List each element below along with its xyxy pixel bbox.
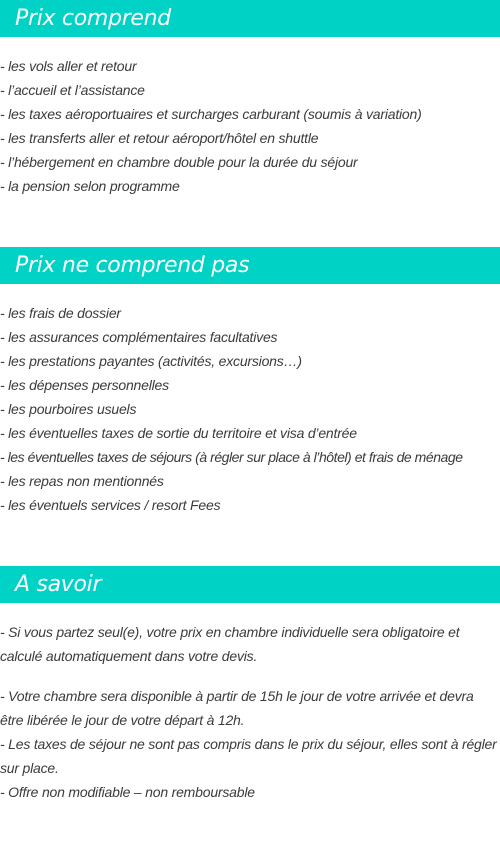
list-item: - les repas non mentionnés: [0, 473, 164, 489]
list-item: - les éventuelles taxes de séjours (à régler sur place à l’hôtel) et frais de ménage: [0, 449, 463, 465]
section-header-a-savoir: [0, 566, 500, 603]
list-item: - les taxes aéroportuaires et surcharges carburant (soumis à variation): [0, 106, 422, 122]
excluded-list: [0, 301, 500, 517]
section-header-prix-comprend: [0, 0, 500, 37]
list-item: - les dépenses personnelles: [0, 377, 169, 393]
list-item: - les frais de dossier: [0, 305, 121, 321]
list-item: - la pension selon programme: [0, 178, 180, 194]
list-item: - les transferts aller et retour aéroport/hôtel en shuttle: [0, 130, 319, 146]
section-header-prix-ne-comprend-pas: [0, 247, 500, 284]
list-item: - les vols aller et retour: [0, 58, 137, 74]
info-paragraph: - Si vous partez seul(e), votre prix en chambre individuelle sera obligatoire et calculé automatiquement dans votre devis.: [0, 624, 460, 664]
list-item: - les prestations payantes (activités, excursions…): [0, 353, 302, 369]
section-title-prix-comprend: Prix comprend: [15, 6, 171, 31]
included-list: [0, 54, 500, 198]
list-item: - les assurances complémentaires facultatives: [0, 329, 278, 345]
section-title-prix-ne-comprend-pas: Prix ne comprend pas: [15, 253, 250, 278]
list-item: - l’hébergement en chambre double pour la durée du séjour: [0, 154, 358, 170]
info-paragraph: - Votre chambre sera disponible à partir de 15h le jour de votre arrivée et devra être libérée le jour de votre départ à 12h. - Les taxes de séjour ne sont pas compris dans le prix du séjour, elles sont à régler sur place. - Offre non modifiable – non remboursable: [0, 688, 497, 800]
list-item: - les pourboires usuels: [0, 401, 137, 417]
list-item: - l’accueil et l’assistance: [0, 82, 145, 98]
section-title-a-savoir: A savoir: [15, 572, 102, 597]
list-item: - les éventuelles taxes de sortie du territoire et visa d’entrée: [0, 425, 357, 441]
list-item: - les éventuels services / resort Fees: [0, 497, 221, 513]
